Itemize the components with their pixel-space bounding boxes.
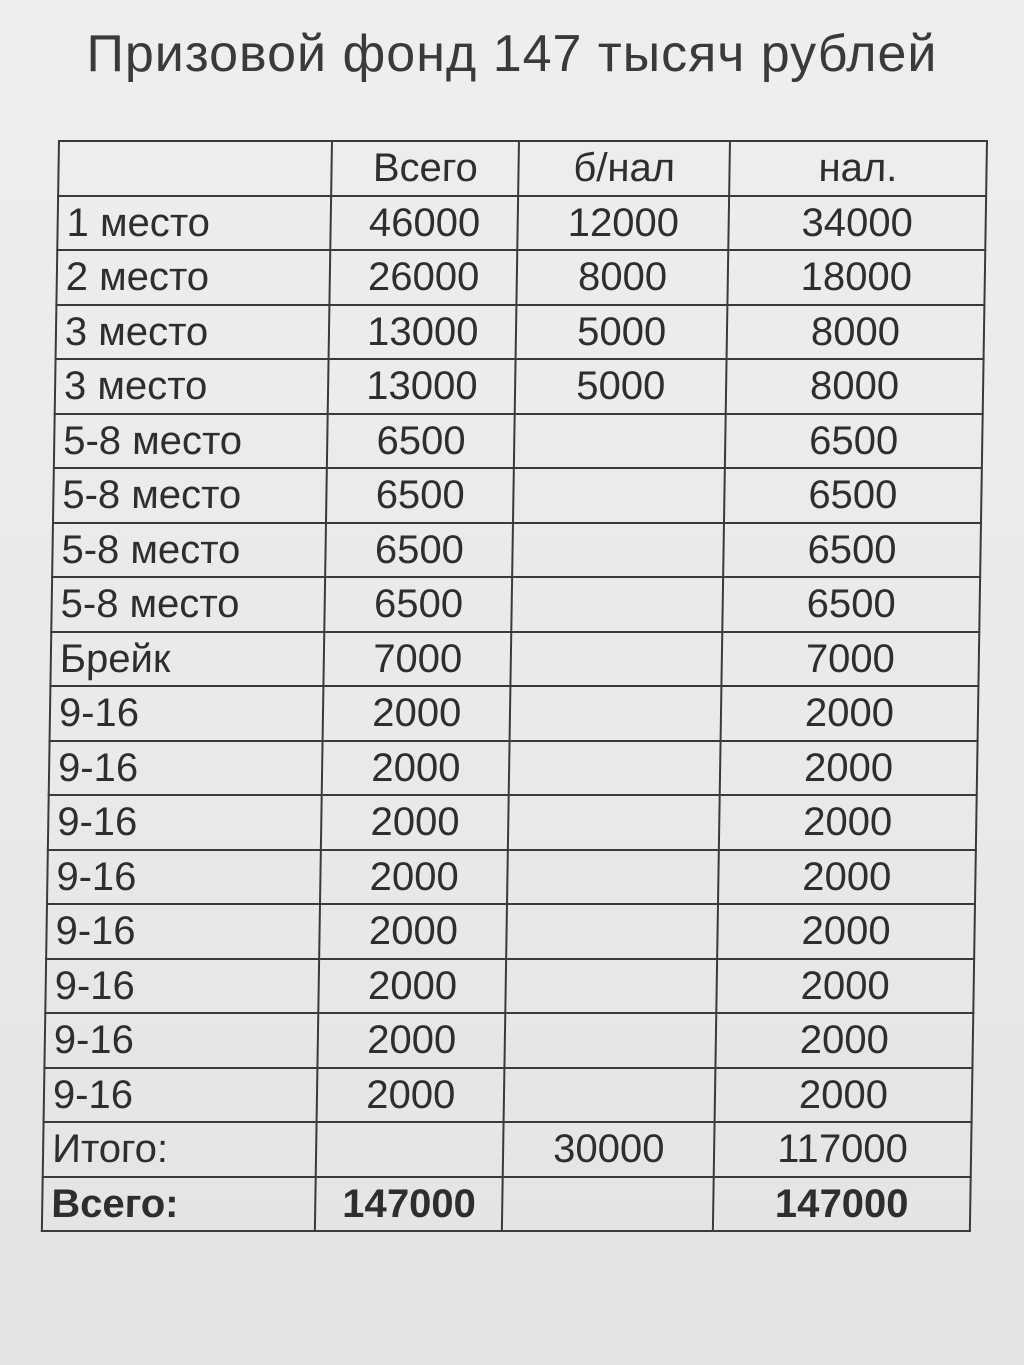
place-label: 9-16 (50, 686, 324, 741)
total-amount: 13000 (328, 359, 516, 414)
total-amount: 2000 (319, 904, 507, 959)
place-label: 9-16 (44, 1013, 318, 1068)
table-row (44, 1068, 973, 1123)
header-cash: нал. (729, 141, 987, 196)
cashless-amount (511, 632, 722, 687)
total-amount: 6500 (325, 523, 513, 578)
cashless-amount (502, 1177, 713, 1232)
table-body (42, 196, 986, 1232)
cash-amount: 2000 (719, 795, 977, 850)
cashless-amount (507, 850, 718, 905)
table-row (46, 904, 975, 959)
place-label: 1 место (57, 196, 331, 251)
cash-amount: 2000 (716, 959, 974, 1014)
place-label: Брейк (50, 632, 324, 687)
cash-amount: 2000 (720, 741, 978, 796)
table-row (56, 250, 985, 305)
header-cashless: б/нал (519, 141, 730, 196)
prize-fund-table (41, 140, 988, 1232)
table-row (48, 795, 977, 850)
total-amount: 46000 (331, 196, 519, 251)
place-label: 3 место (55, 359, 329, 414)
cash-amount: 2000 (721, 686, 979, 741)
table-row (52, 523, 981, 578)
cash-amount: 8000 (726, 359, 984, 414)
cash-amount: 7000 (721, 632, 979, 687)
cashless-amount (508, 795, 719, 850)
cashless-amount: 30000 (503, 1122, 714, 1177)
cash-amount: 2000 (715, 1068, 973, 1123)
place-label: 5-8 место (54, 414, 328, 469)
cash-amount: 6500 (723, 523, 981, 578)
total-amount: 147000 (315, 1177, 503, 1232)
cash-amount: 2000 (718, 850, 976, 905)
table-row (53, 468, 982, 523)
place-label: Всего: (42, 1177, 316, 1232)
table-row (45, 959, 974, 1014)
place-label: 5-8 место (53, 468, 327, 523)
grand-total-row (42, 1177, 971, 1232)
total-amount: 2000 (320, 850, 508, 905)
table-row (49, 741, 978, 796)
cashless-amount: 5000 (516, 305, 727, 360)
place-label: 9-16 (47, 850, 321, 905)
header-total: Всего (331, 141, 519, 196)
total-amount: 2000 (317, 1068, 505, 1123)
table-row (57, 196, 986, 251)
cash-amount: 6500 (722, 577, 980, 632)
table-row (56, 305, 985, 360)
place-label: 3 место (56, 305, 330, 360)
cashless-amount (510, 686, 721, 741)
place-label: 9-16 (49, 741, 323, 796)
cashless-amount: 8000 (517, 250, 728, 305)
cashless-amount: 12000 (518, 196, 729, 251)
cash-amount: 2000 (717, 904, 975, 959)
cashless-amount (505, 1013, 716, 1068)
total-amount: 2000 (322, 741, 510, 796)
table-row (55, 359, 984, 414)
total-amount (316, 1122, 504, 1177)
subtotal-row (43, 1122, 972, 1177)
cash-amount: 34000 (728, 196, 986, 251)
table-row (47, 850, 976, 905)
total-amount: 2000 (318, 1013, 506, 1068)
cashless-amount: 5000 (515, 359, 726, 414)
table-row (50, 632, 979, 687)
table-row (51, 577, 980, 632)
place-label: 5-8 место (52, 523, 326, 578)
table-row (54, 414, 983, 469)
total-amount: 6500 (327, 414, 515, 469)
table-row (44, 1013, 973, 1068)
table-header-row (58, 141, 987, 196)
cash-amount: 117000 (714, 1122, 972, 1177)
total-amount: 2000 (321, 795, 509, 850)
total-amount: 6500 (325, 577, 513, 632)
place-label: 9-16 (45, 959, 319, 1014)
total-amount: 13000 (329, 305, 517, 360)
cashless-amount (513, 523, 724, 578)
cashless-amount (506, 959, 717, 1014)
place-label: 9-16 (46, 904, 320, 959)
table-row (50, 686, 979, 741)
place-label: 9-16 (44, 1068, 318, 1123)
cashless-amount (514, 414, 725, 469)
cashless-amount (512, 577, 723, 632)
cash-amount: 147000 (713, 1177, 971, 1232)
cashless-amount (507, 904, 718, 959)
total-amount: 26000 (330, 250, 518, 305)
total-amount: 6500 (326, 468, 514, 523)
cashless-amount (504, 1068, 715, 1123)
total-amount: 2000 (323, 686, 511, 741)
place-label: 2 место (56, 250, 330, 305)
cash-amount: 6500 (725, 414, 983, 469)
cash-amount: 8000 (726, 305, 984, 360)
header-label-cell (58, 141, 332, 196)
document-title: Призовой фонд 147 тысяч рублей (86, 25, 938, 83)
total-amount: 2000 (319, 959, 507, 1014)
place-label: Итого: (43, 1122, 317, 1177)
cash-amount: 18000 (727, 250, 985, 305)
cash-amount: 6500 (724, 468, 982, 523)
cashless-amount (513, 468, 724, 523)
cash-amount: 2000 (715, 1013, 973, 1068)
place-label: 5-8 место (51, 577, 325, 632)
cashless-amount (509, 741, 720, 796)
place-label: 9-16 (48, 795, 322, 850)
total-amount: 7000 (324, 632, 512, 687)
